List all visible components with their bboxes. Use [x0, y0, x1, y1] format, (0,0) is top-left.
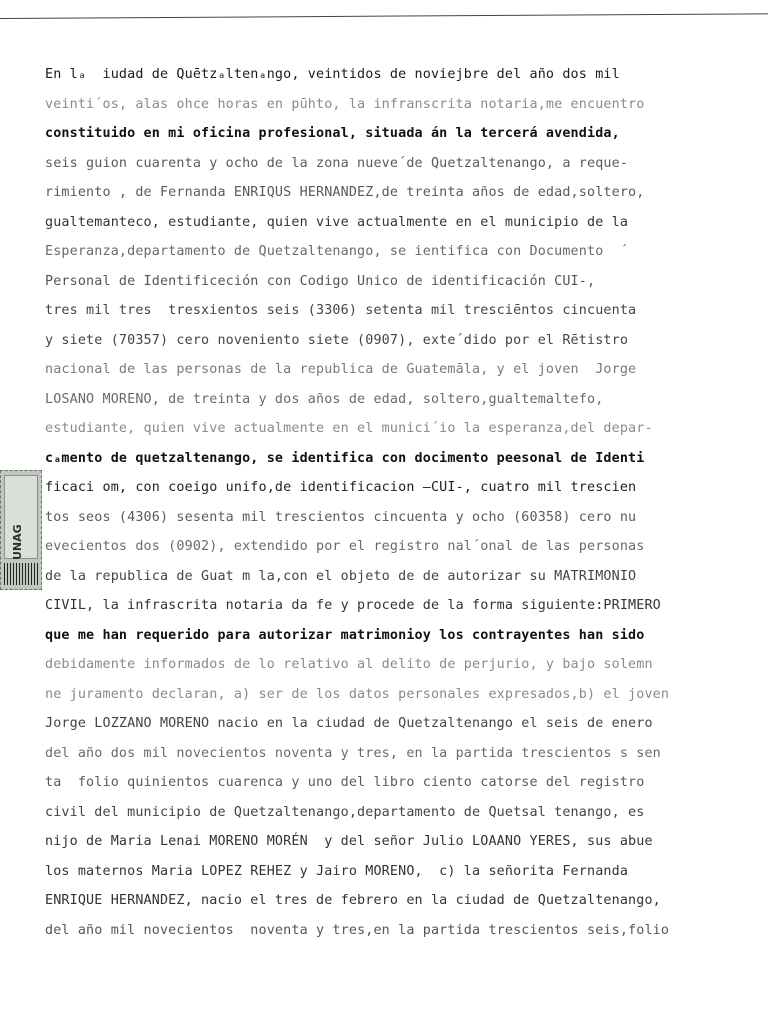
text-line: del año mil novecientos noventa y tres,en la partida trescientos seis,folio	[45, 922, 670, 938]
text-line: Personal de Identificeción con Codigo Unico de identificación CUI-,	[45, 273, 596, 289]
text-line: Esperanza,departamento de Quetzaltenango, se ientifica con Documento ´	[45, 244, 629, 259]
text-line: estudiante, quien vive actualmente en el munici´io la esperanza,del depar-	[45, 421, 653, 436]
text-line: civil del municipio de Quetzaltenango,departamento de Quetsal tenango, es	[45, 804, 645, 820]
page-top-edge-rule	[0, 13, 768, 19]
text-line: ENRIQUE HERNANDEZ, nacio el tres de febrero en la ciudad de Quetzaltenango,	[45, 893, 661, 908]
text-line: que me han requerido para autorizar matrimonioy los contrayentes han sido	[45, 627, 645, 643]
text-line: los maternos Maria LOPEZ REHEZ y Jairo MORENO, c) la señorita Fernanda	[45, 863, 629, 879]
text-line: evecientos dos (0902), extendido por el registro nal´onal de las personas	[45, 539, 645, 554]
text-line: rimiento , de Fernanda ENRIQUS HERNANDEZ,de treinta años de edad,soltero,	[45, 185, 645, 200]
text-line: del año dos mil novecientos noventa y tres, en la partida trescientos s sen	[45, 745, 661, 761]
text-line: tres mil tres tresxientos seis (3306) setenta mil tresciēntos cincuenta	[45, 303, 637, 318]
text-line: y siete (70357) cero noveniento siete (0907), exte´dido por el Rētistro	[45, 332, 629, 348]
text-line: Jorge LOZZANO MORENO nacio en la ciudad de Quetzaltenango el seis de enero	[45, 716, 653, 731]
text-line: veinti´os, alas ohce horas en pūhto, la infranscrita notaria,me encuentro	[45, 96, 645, 112]
text-line: de la republica de Guat m la,con el objeto de de autorizar su MATRIMONIO	[45, 568, 637, 584]
text-line: nijo de Maria Lenai MORENO MORÉN y del señor Julio LOAANO YERES, sus abue	[45, 834, 653, 849]
text-line: seis guion cuarenta y ocho de la zona nueve´de Quetzaltenango, a reque-	[45, 155, 629, 171]
text-line: LOSANO MORENO, de treinta y dos años de edad, soltero,gualtemaltefo,	[45, 391, 604, 407]
text-line: constituido en mi oficina profesional, situada án la tercerá avendida,	[45, 126, 620, 141]
stamp-barcode	[4, 563, 38, 585]
text-line: CIVIL, la infrascrita notaria da fe y procede de la forma siguiente:PRIMERO	[45, 598, 661, 613]
stamp-text: UNAG	[11, 524, 24, 560]
text-line: ne juramento declaran, a) ser de los datos personales expresados,b) el joven	[45, 686, 670, 702]
text-line: cₐmento de quetzaltenango, se identifica con docimento peesonal de Identi	[45, 450, 645, 466]
stamp-inner-panel	[4, 475, 38, 559]
document-text-body	[45, 60, 757, 945]
text-line: nacional de las personas de la republica de Guatemāla, y el joven Jorge	[45, 362, 637, 377]
text-line: En lₐ iudad de Quētzₐltenₐngo, veintidos de noviejbre del año dos mil	[45, 67, 620, 82]
text-line: debidamente informados de lo relativo al delito de perjurio, y bajo solemn	[45, 657, 653, 672]
text-line: gualtemanteco, estudiante, quien vive actualmente en el municipio de la	[45, 214, 629, 230]
text-line: ficaci om, con coeigo unifo,de identificacion –CUI-, cuatro mil trescien	[45, 480, 637, 495]
text-line: ta folio quinientos cuarenca y uno del libro ciento catorse del registro	[45, 775, 645, 790]
fiscal-stamp	[0, 470, 42, 590]
text-line: tos seos (4306) sesenta mil trescientos cincuenta y ocho (60358) cero nu	[45, 509, 637, 525]
